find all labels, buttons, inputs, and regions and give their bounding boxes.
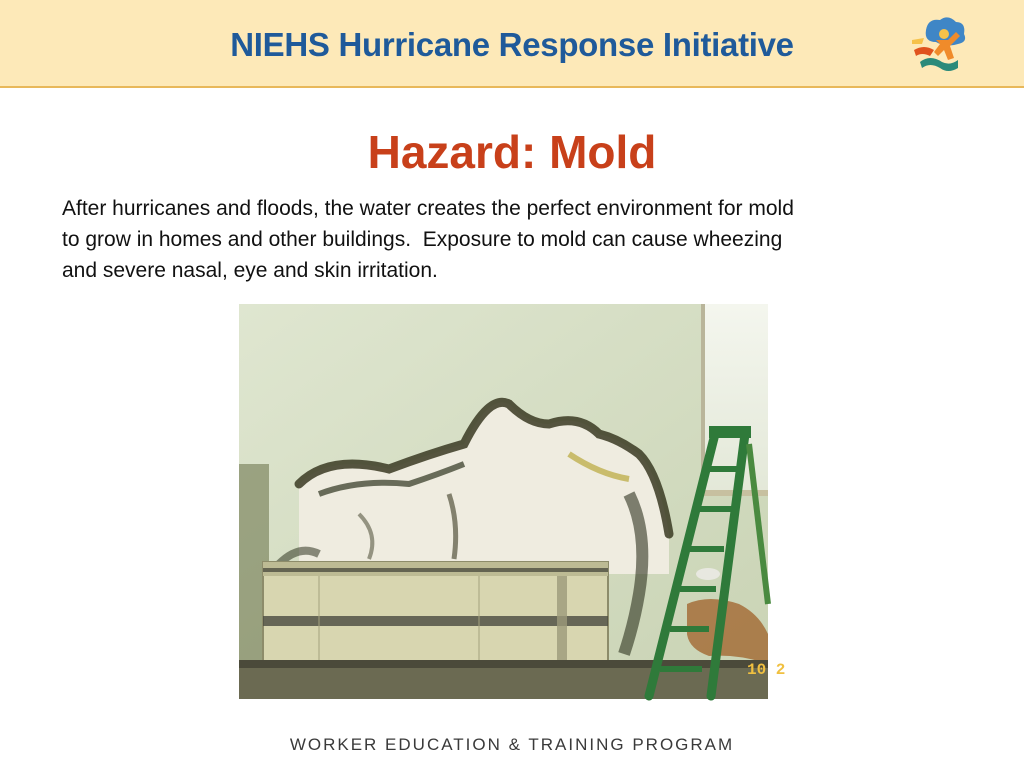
slide-body-text: After hurricanes and floods, the water creates the perfect environment for mold to grow in homes and other buildings. Exposure to mold can cause wheezing and severe nasal, eye and skin irritation. bbox=[62, 197, 794, 282]
slide-title: Hazard: Mold bbox=[367, 126, 657, 178]
header-bar bbox=[0, 0, 1024, 88]
footer-text: WORKER EDUCATION & TRAINING PROGRAM bbox=[289, 735, 735, 754]
niehs-figure-logo-icon bbox=[906, 10, 972, 76]
header-title: NIEHS Hurricane Response Initiative bbox=[230, 26, 794, 63]
mold-damaged-wall-photo bbox=[239, 304, 786, 699]
photo-date-stamp: 10 2 bbox=[747, 661, 786, 679]
